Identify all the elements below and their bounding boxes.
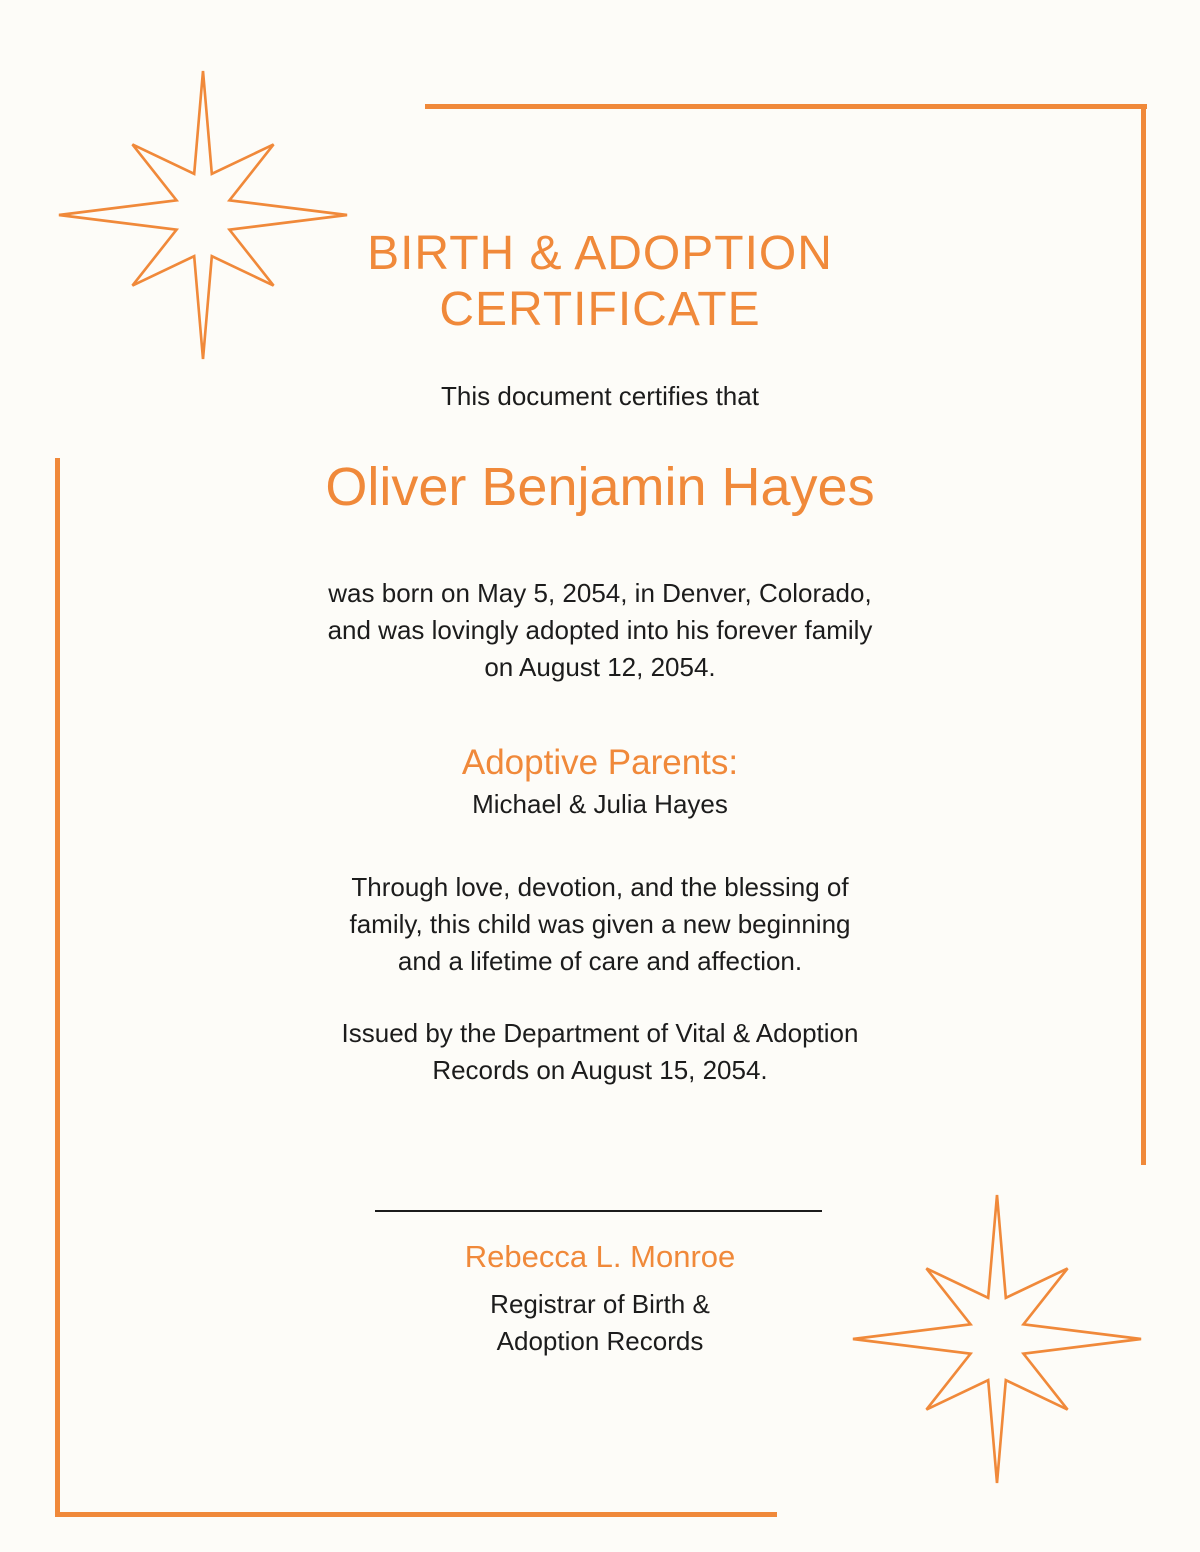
blessing-text: [0, 869, 1200, 980]
signer-title-line: Registrar of Birth &: [490, 1289, 710, 1319]
certificate-title: [0, 226, 1200, 338]
frame-bottom-border: [55, 1512, 777, 1517]
parents-label: Adoptive Parents:: [461, 743, 739, 782]
issued-line: Issued by the Department of Vital & Adoption: [341, 1018, 859, 1048]
blessing-line: family, this child was given a new beginning: [349, 909, 851, 939]
parents-names: Michael & Julia Hayes: [472, 789, 728, 819]
child-name: Oliver Benjamin Hayes: [325, 457, 875, 517]
birth-line: and was lovingly adopted into his forever family: [327, 615, 873, 645]
birth-line: was born on May 5, 2054, in Denver, Colorado,: [328, 578, 872, 608]
blessing-line: and a lifetime of care and affection.: [397, 946, 803, 976]
title-line: CERTIFICATE: [439, 283, 761, 336]
signer-title-line: Adoption Records: [496, 1326, 704, 1356]
intro-text: This document certifies that: [441, 381, 759, 411]
issued-text: [0, 1015, 1200, 1089]
blessing-line: Through love, devotion, and the blessing of: [351, 872, 849, 902]
frame-top-border: [425, 104, 1147, 109]
signer-title: [0, 1286, 1200, 1360]
birth-line: on August 12, 2054.: [484, 652, 716, 682]
issued-line: Records on August 15, 2054.: [432, 1055, 768, 1085]
signature-line: [375, 1210, 822, 1212]
signer-name: Rebecca L. Monroe: [464, 1239, 736, 1274]
title-line: BIRTH & ADOPTION: [367, 227, 833, 280]
birth-details: [0, 575, 1200, 686]
